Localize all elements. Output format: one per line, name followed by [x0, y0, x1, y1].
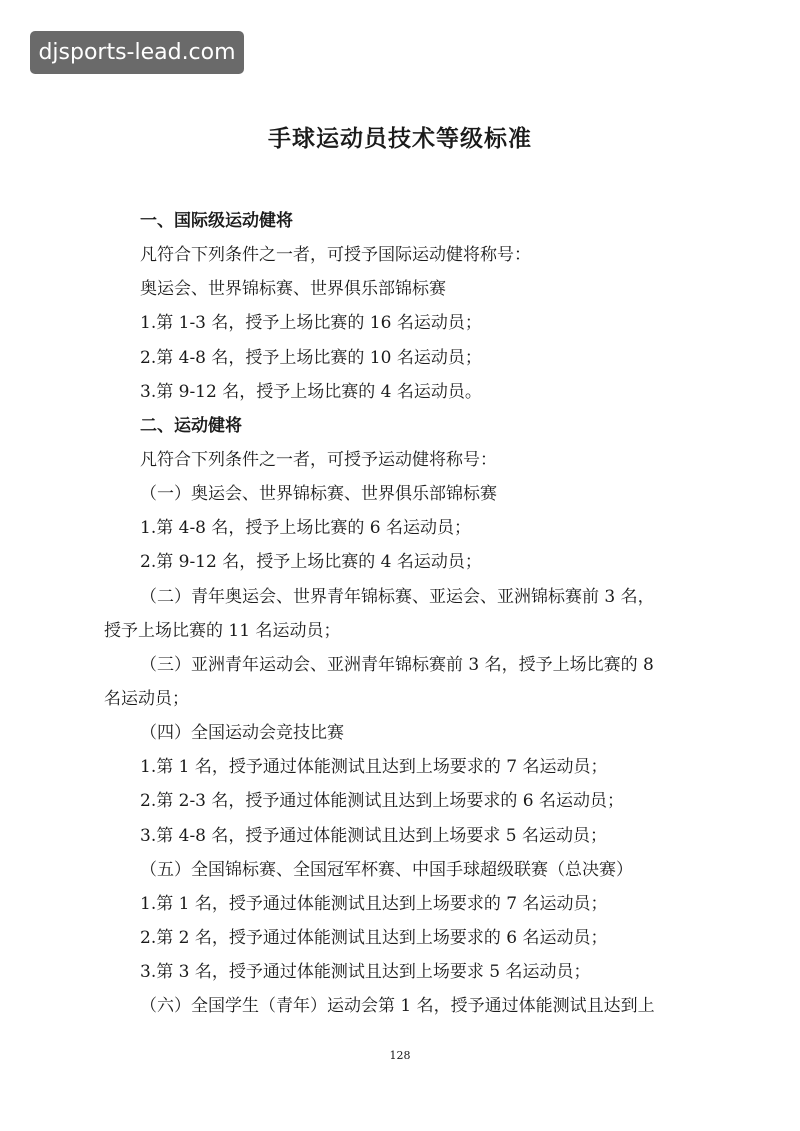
list-item: 2.第 2-3 名，授予通过体能测试且达到上场要求的 6 名运动员；	[140, 791, 625, 812]
paragraph-continuation: 授予上场比赛的 11 名运动员；	[104, 620, 341, 641]
list-item: 2.第 9-12 名，授予上场比赛的 4 名运动员；	[140, 552, 482, 573]
list-item: 3.第 3 名，授予通过体能测试且达到上场要求 5 名运动员；	[140, 962, 591, 983]
paragraph-line: 凡符合下列条件之一者，可授予国际运动健将称号：	[140, 245, 531, 266]
section-heading-master: 二、运动健将	[140, 415, 242, 436]
list-item: 1.第 1 名，授予通过体能测试且达到上场要求的 7 名运动员；	[140, 757, 608, 778]
list-item: 3.第 4-8 名，授予通过体能测试且达到上场要求 5 名运动员；	[140, 825, 608, 846]
document-body	[104, 204, 704, 1023]
list-item: 1.第 4-8 名，授予上场比赛的 6 名运动员；	[140, 518, 472, 539]
list-item: 3.第 9-12 名，授予上场比赛的 4 名运动员。	[140, 381, 482, 402]
subsection-heading: （一）奥运会、世界锦标赛、世界俱乐部锦标赛	[140, 484, 497, 505]
subsection-heading: （六）全国学生（青年）运动会第 1 名，授予通过体能测试且达到上	[140, 996, 655, 1017]
subsection-heading: （五）全国锦标赛、全国冠军杯赛、中国手球超级联赛（总决赛）	[140, 859, 633, 880]
page-number: 128	[389, 1049, 411, 1062]
list-item: 2.第 2 名，授予通过体能测试且达到上场要求的 6 名运动员；	[140, 927, 608, 948]
paragraph-line: 凡符合下列条件之一者，可授予运动健将称号：	[140, 449, 497, 470]
paragraph-continuation: 名运动员；	[104, 688, 189, 709]
section-heading-international-master: 一、国际级运动健将	[140, 211, 293, 231]
watermark-badge: djsports-lead.com	[30, 31, 244, 74]
list-item: 1.第 1 名，授予通过体能测试且达到上场要求的 7 名运动员；	[140, 893, 608, 914]
page-title: 手球运动员技术等级标准	[268, 125, 532, 152]
paragraph-line: 奥运会、世界锦标赛、世界俱乐部锦标赛	[140, 279, 446, 300]
subsection-heading: （四）全国运动会竞技比赛	[140, 723, 344, 744]
subsection-heading: （三）亚洲青年运动会、亚洲青年锦标赛前 3 名，授予上场比赛的 8	[140, 654, 654, 675]
subsection-heading: （二）青年奥运会、世界青年锦标赛、亚运会、亚洲锦标赛前 3 名，	[140, 586, 655, 607]
list-item: 1.第 1-3 名，授予上场比赛的 16 名运动员；	[140, 313, 482, 334]
list-item: 2.第 4-8 名，授予上场比赛的 10 名运动员；	[140, 347, 482, 368]
